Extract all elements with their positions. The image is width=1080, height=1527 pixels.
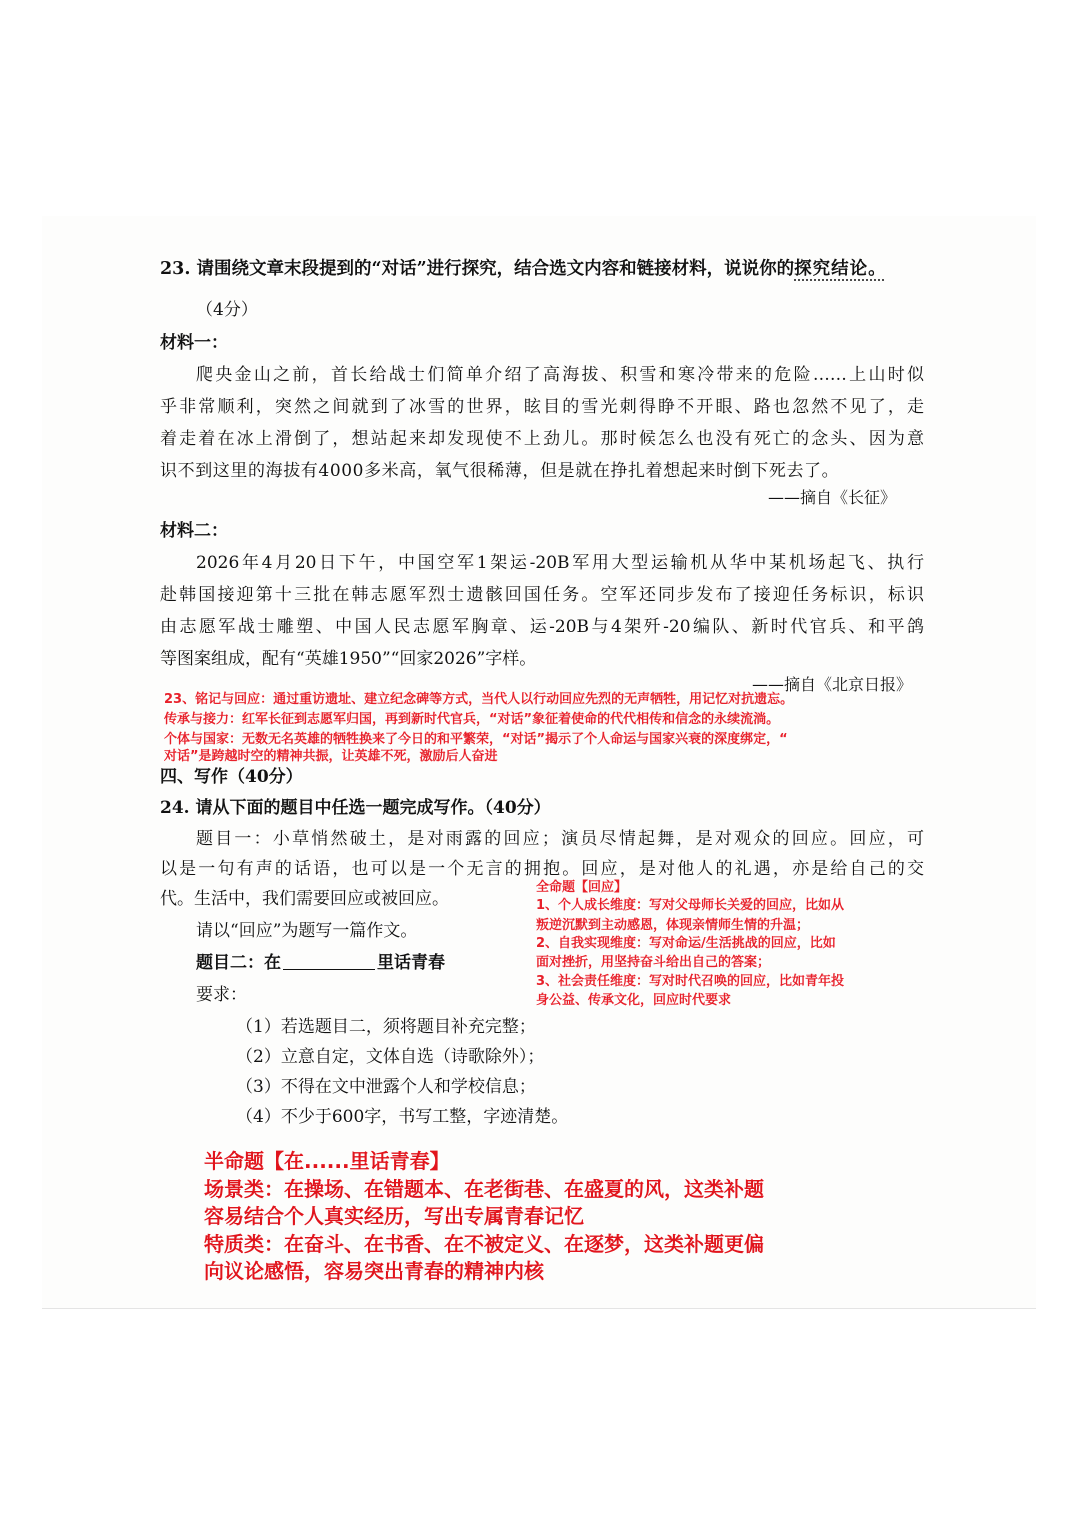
topic1-instruction: 请以“回应”为题写一篇作文。 <box>196 921 418 941</box>
material2-line: 2026年4月20日下午，中国空军1架运-20B军用大型运输机从华中某机场起飞、执行 <box>196 553 924 573</box>
requirement-item: （3）不得在文中泄露个人和学校信息； <box>236 1077 536 1097</box>
full-topic-annotation-line: 身公益、传承文化，回应时代要求 <box>536 993 732 1008</box>
q23-title-prefix: 23. 请围绕文章末段提到的“对话”进行探究，结合选文内容和链接材料，说说你的 <box>160 259 795 279</box>
q23-annotation-line: 23、铭记与回应：通过重访遗址、建立纪念碑等方式，当代人以行动回应先烈的无声牺牲，用记忆对抗遗忘。 <box>164 692 794 707</box>
full-topic-annotation-line: 2、自我实现维度：写对命运/生活挑战的回应，比如 <box>536 936 836 951</box>
material2-line: 等图案组成，配有“英雄1950”“回家2026”字样。 <box>160 649 537 669</box>
q23-annotation-line: 个体与国家：无数无名英雄的牺牲换来了今日的和平繁荣，“对话”揭示了个人命运与国家兴衰的深度绑定，“ <box>164 732 788 747</box>
full-topic-annotation-line: 1、个人成长维度：写对父母师长关爱的回应，比如从 <box>536 898 845 913</box>
topic1-line: 代。生活中，我们需要回应或被回应。 <box>160 889 449 909</box>
material2-heading: 材料二： <box>160 521 228 541</box>
material2-source: ——摘自《北京日报》 <box>752 675 913 694</box>
requirements-heading: 要求： <box>196 985 247 1005</box>
material1-line: 爬央金山之前，首长给战士们简单介绍了高海拔、积雪和寒冷带来的危险……上山时似 <box>196 365 924 385</box>
topic1-line: 题目一：小草悄然破土，是对雨露的回应；演员尽情起舞，是对观众的回应。回应，可 <box>196 829 924 849</box>
q23-title-emphasis: 探究结论。 <box>794 259 887 279</box>
material1-heading: 材料一： <box>160 333 228 353</box>
material2-line: 由志愿军战士雕塑、中国人民志愿军胸章、运-20B与4架歼-20编队、新时代官兵、和平鸽 <box>160 617 924 637</box>
q23-annotation-line: 对话”是跨越时空的精神共振，让英雄不死，激励后人奋进 <box>164 749 498 764</box>
topic2-blank <box>283 969 375 970</box>
q23-score: （4分） <box>196 300 258 320</box>
full-topic-annotation-line: 叛逆沉默到主动感恩，体现亲情师生情的升温； <box>536 918 810 933</box>
full-topic-annotation-line: 3、社会责任维度：写对时代召唤的回应，比如青年投 <box>536 974 845 989</box>
half-topic-annotation-line: 特质类：在奋斗、在书香、在不被定义、在逐梦，这类补题更偏 <box>204 1232 764 1256</box>
material1-line: 识不到这里的海拔有4000多米高，氧气很稀薄，但是就在挣扎着想起来时倒下死去了。 <box>160 461 840 481</box>
requirement-item: （4）不少于600字，书写工整，字迹清楚。 <box>236 1107 569 1127</box>
section4-heading: 四、写作（40分） <box>160 767 303 787</box>
material2-line: 赴韩国接迎第十三批在韩志愿军烈士遗骸回国任务。空军还同步发布了接迎任务标识，标识 <box>160 585 924 605</box>
full-topic-annotation-line: 面对挫折，用坚持奋斗给出自己的答案； <box>536 955 771 970</box>
half-topic-annotation-line: 场景类：在操场、在错题本、在老街巷、在盛夏的风，这类补题 <box>204 1177 764 1201</box>
material1-source: ——摘自《长征》 <box>768 488 897 507</box>
q23-title <box>160 258 887 280</box>
q23-annotation-line: 传承与接力：红军长征到志愿军归国，再到新时代官兵，“对话”象征着使命的代代相传和信念的永续流淌。 <box>164 712 780 727</box>
material1-line: 乎非常顺利，突然之间就到了冰雪的世界，眩目的雪光刺得睁不开眼、路也忽然不见了，走 <box>160 397 924 417</box>
requirement-item: （1）若选题目二，须将题目补充完整； <box>236 1017 536 1037</box>
half-topic-annotation-line: 容易结合个人真实经历，写出专属青春记忆 <box>204 1204 584 1228</box>
topic2-title <box>196 952 445 974</box>
topic1-line: 以是一句有声的话语，也可以是一个无言的拥抱。回应，是对他人的礼遇，亦是给自己的交 <box>160 859 924 879</box>
topic2-prefix: 题目二：在 <box>196 953 281 973</box>
full-topic-annotation-line: 全命题【回应】 <box>536 880 628 895</box>
q24-title: 24. 请从下面的题目中任选一题完成写作。（40分） <box>160 798 551 818</box>
topic2-suffix: 里话青春 <box>377 953 445 973</box>
half-topic-annotation-line: 半命题【在......里话青春】 <box>204 1149 450 1173</box>
material1-line: 着走着在冰上滑倒了，想站起来却发现使不上劲儿。那时候怎么也没有死亡的念头、因为意 <box>160 429 924 449</box>
requirement-item: （2）立意自定，文体自选（诗歌除外）； <box>236 1047 545 1067</box>
half-topic-annotation-line: 向议论感悟，容易突出青春的精神内核 <box>204 1259 544 1283</box>
